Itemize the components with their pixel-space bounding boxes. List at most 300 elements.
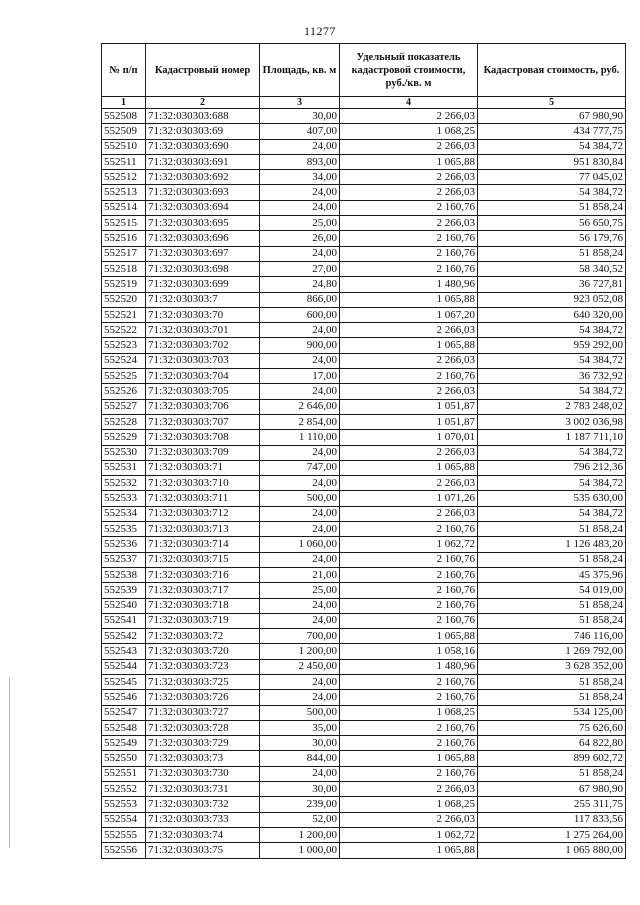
column-number: 5 — [478, 97, 626, 109]
cell-row-number: 552519 — [102, 277, 146, 292]
cell-cadastral-cost: 1 065 880,00 — [478, 843, 626, 858]
column-number: 4 — [340, 97, 478, 109]
cell-row-number: 552530 — [102, 445, 146, 460]
table-row — [102, 751, 626, 766]
cell-area: 35,00 — [260, 720, 340, 735]
cell-unit-value: 1 062,72 — [340, 537, 478, 552]
cell-unit-value: 2 266,03 — [340, 353, 478, 368]
table-row — [102, 659, 626, 674]
cell-unit-value: 1 065,88 — [340, 751, 478, 766]
table-row — [102, 277, 626, 292]
table-row — [102, 154, 626, 169]
cell-row-number: 552527 — [102, 399, 146, 414]
header-cadastral-number: Кадастровый номер — [146, 44, 260, 97]
cell-cadastral-number: 71:32:030303:718 — [146, 598, 260, 613]
table-row — [102, 307, 626, 322]
cell-unit-value: 1 480,96 — [340, 277, 478, 292]
cell-row-number: 552534 — [102, 506, 146, 521]
cell-area: 27,00 — [260, 261, 340, 276]
cell-cadastral-cost: 796 212,36 — [478, 460, 626, 475]
cell-area: 700,00 — [260, 629, 340, 644]
header-cadastral-cost: Кадастровая стоимость, руб. — [478, 44, 626, 97]
cell-row-number: 552531 — [102, 460, 146, 475]
cell-unit-value: 2 266,03 — [340, 506, 478, 521]
cell-cadastral-cost: 51 858,24 — [478, 200, 626, 215]
cell-cadastral-number: 71:32:030303:732 — [146, 797, 260, 812]
cell-cadastral-number: 71:32:030303:696 — [146, 231, 260, 246]
cell-area: 24,00 — [260, 690, 340, 705]
cell-cadastral-number: 71:32:030303:70 — [146, 307, 260, 322]
cell-row-number: 552544 — [102, 659, 146, 674]
cell-area: 893,00 — [260, 154, 340, 169]
cell-area: 24,00 — [260, 598, 340, 613]
table-row — [102, 827, 626, 842]
cell-unit-value: 1 067,20 — [340, 307, 478, 322]
table-row — [102, 843, 626, 858]
cell-area: 21,00 — [260, 567, 340, 582]
table-row — [102, 261, 626, 276]
cell-cadastral-cost: 67 980,90 — [478, 109, 626, 124]
cell-row-number: 552549 — [102, 736, 146, 751]
cell-area: 17,00 — [260, 369, 340, 384]
cell-unit-value: 2 160,76 — [340, 766, 478, 781]
table-row — [102, 338, 626, 353]
cell-cadastral-number: 71:32:030303:701 — [146, 323, 260, 338]
table-body — [102, 109, 626, 859]
cell-cadastral-number: 71:32:030303:709 — [146, 445, 260, 460]
table-row — [102, 109, 626, 124]
table-row — [102, 720, 626, 735]
cell-cadastral-number: 71:32:030303:710 — [146, 476, 260, 491]
cell-row-number: 552518 — [102, 261, 146, 276]
cell-cadastral-number: 71:32:030303:726 — [146, 690, 260, 705]
cell-area: 1 060,00 — [260, 537, 340, 552]
cell-area: 25,00 — [260, 216, 340, 231]
cell-row-number: 552522 — [102, 323, 146, 338]
cell-unit-value: 2 266,03 — [340, 476, 478, 491]
table-row — [102, 491, 626, 506]
cell-row-number: 552553 — [102, 797, 146, 812]
cell-row-number: 552542 — [102, 629, 146, 644]
cell-cadastral-number: 71:32:030303:693 — [146, 185, 260, 200]
cell-cadastral-number: 71:32:030303:707 — [146, 414, 260, 429]
cell-cadastral-cost: 959 292,00 — [478, 338, 626, 353]
cell-cadastral-cost: 51 858,24 — [478, 674, 626, 689]
cell-area: 1 200,00 — [260, 827, 340, 842]
cell-row-number: 552524 — [102, 353, 146, 368]
cell-cadastral-number: 71:32:030303:702 — [146, 338, 260, 353]
table-row — [102, 231, 626, 246]
cell-cadastral-number: 71:32:030303:697 — [146, 246, 260, 261]
cell-cadastral-number: 71:32:030303:690 — [146, 139, 260, 154]
table-row — [102, 185, 626, 200]
cell-area: 24,80 — [260, 277, 340, 292]
table-row — [102, 384, 626, 399]
table-row — [102, 216, 626, 231]
cell-cadastral-number: 71:32:030303:713 — [146, 522, 260, 537]
cell-area: 24,00 — [260, 552, 340, 567]
margin-line — [9, 678, 10, 848]
cell-row-number: 552514 — [102, 200, 146, 215]
cell-unit-value: 2 266,03 — [340, 185, 478, 200]
header-area: Площадь, кв. м — [260, 44, 340, 97]
cell-unit-value: 2 160,76 — [340, 231, 478, 246]
table-row — [102, 567, 626, 582]
table-row — [102, 797, 626, 812]
cell-unit-value: 2 266,03 — [340, 384, 478, 399]
cell-unit-value: 1 068,25 — [340, 124, 478, 139]
cell-unit-value: 2 160,76 — [340, 522, 478, 537]
cell-cadastral-number: 71:32:030303:688 — [146, 109, 260, 124]
cell-area: 747,00 — [260, 460, 340, 475]
header-unit-value: Удельный показатель кадастровой стоимости, руб./кв. м — [340, 44, 478, 97]
cell-row-number: 552533 — [102, 491, 146, 506]
table-row — [102, 613, 626, 628]
cell-unit-value: 2 160,76 — [340, 674, 478, 689]
cell-cadastral-number: 71:32:030303:699 — [146, 277, 260, 292]
table-row — [102, 292, 626, 307]
cell-unit-value: 1 068,25 — [340, 797, 478, 812]
cell-cadastral-number: 71:32:030303:715 — [146, 552, 260, 567]
table-row — [102, 583, 626, 598]
cell-cadastral-cost: 1 126 483,20 — [478, 537, 626, 552]
table-row — [102, 598, 626, 613]
cell-cadastral-cost: 54 384,72 — [478, 445, 626, 460]
cell-row-number: 552539 — [102, 583, 146, 598]
column-number: 2 — [146, 97, 260, 109]
cell-unit-value: 1 071,26 — [340, 491, 478, 506]
cell-unit-value: 1 051,87 — [340, 414, 478, 429]
table-row — [102, 522, 626, 537]
cell-unit-value: 1 058,16 — [340, 644, 478, 659]
table-row — [102, 629, 626, 644]
cell-cadastral-number: 71:32:030303:729 — [146, 736, 260, 751]
cell-area: 24,00 — [260, 185, 340, 200]
cell-unit-value: 2 160,76 — [340, 369, 478, 384]
cell-cadastral-cost: 54 384,72 — [478, 384, 626, 399]
cell-cadastral-cost: 255 311,75 — [478, 797, 626, 812]
cell-row-number: 552513 — [102, 185, 146, 200]
column-number: 1 — [102, 97, 146, 109]
cell-unit-value: 2 266,03 — [340, 323, 478, 338]
table-row — [102, 476, 626, 491]
cell-area: 24,00 — [260, 246, 340, 261]
cell-cadastral-cost: 56 650,75 — [478, 216, 626, 231]
cell-unit-value: 1 051,87 — [340, 399, 478, 414]
cell-row-number: 552517 — [102, 246, 146, 261]
cell-cadastral-number: 71:32:030303:708 — [146, 430, 260, 445]
table-row — [102, 552, 626, 567]
cell-row-number: 552532 — [102, 476, 146, 491]
cell-unit-value: 2 160,76 — [340, 261, 478, 276]
cell-cadastral-cost: 899 602,72 — [478, 751, 626, 766]
cell-area: 24,00 — [260, 200, 340, 215]
cell-area: 52,00 — [260, 812, 340, 827]
cell-cadastral-number: 71:32:030303:706 — [146, 399, 260, 414]
cell-unit-value: 2 160,76 — [340, 613, 478, 628]
cell-row-number: 552509 — [102, 124, 146, 139]
cell-unit-value: 2 160,76 — [340, 200, 478, 215]
table-header — [102, 44, 626, 109]
cell-row-number: 552551 — [102, 766, 146, 781]
cell-unit-value: 2 160,76 — [340, 736, 478, 751]
table-row — [102, 506, 626, 521]
cell-area: 24,00 — [260, 323, 340, 338]
header-row — [102, 44, 626, 97]
cell-unit-value: 1 065,88 — [340, 843, 478, 858]
cell-row-number: 552547 — [102, 705, 146, 720]
cell-cadastral-cost: 534 125,00 — [478, 705, 626, 720]
cell-area: 600,00 — [260, 307, 340, 322]
table-row — [102, 170, 626, 185]
cell-unit-value: 2 160,76 — [340, 598, 478, 613]
cell-cadastral-cost: 51 858,24 — [478, 613, 626, 628]
cell-area: 24,00 — [260, 522, 340, 537]
cell-cadastral-cost: 56 179,76 — [478, 231, 626, 246]
cell-cadastral-number: 71:32:030303:691 — [146, 154, 260, 169]
cell-cadastral-cost: 54 384,72 — [478, 323, 626, 338]
table-row — [102, 369, 626, 384]
cell-cadastral-number: 71:32:030303:717 — [146, 583, 260, 598]
cell-cadastral-number: 71:32:030303:716 — [146, 567, 260, 582]
cell-cadastral-number: 71:32:030303:695 — [146, 216, 260, 231]
cell-area: 30,00 — [260, 109, 340, 124]
cell-unit-value: 2 160,76 — [340, 690, 478, 705]
cell-area: 1 110,00 — [260, 430, 340, 445]
cell-cadastral-cost: 434 777,75 — [478, 124, 626, 139]
cell-row-number: 552538 — [102, 567, 146, 582]
cell-row-number: 552525 — [102, 369, 146, 384]
cell-row-number: 552535 — [102, 522, 146, 537]
cell-cadastral-number: 71:32:030303:711 — [146, 491, 260, 506]
cell-cadastral-number: 71:32:030303:71 — [146, 460, 260, 475]
cell-cadastral-number: 71:32:030303:69 — [146, 124, 260, 139]
cell-cadastral-cost: 3 002 036,98 — [478, 414, 626, 429]
cell-row-number: 552536 — [102, 537, 146, 552]
table-row — [102, 399, 626, 414]
cell-area: 30,00 — [260, 782, 340, 797]
cell-cadastral-number: 71:32:030303:712 — [146, 506, 260, 521]
cell-cadastral-cost: 45 375,96 — [478, 567, 626, 582]
cell-row-number: 552523 — [102, 338, 146, 353]
cell-cadastral-cost: 951 830,84 — [478, 154, 626, 169]
cell-area: 24,00 — [260, 476, 340, 491]
cell-area: 34,00 — [260, 170, 340, 185]
cell-row-number: 552550 — [102, 751, 146, 766]
cell-cadastral-cost: 1 269 792,00 — [478, 644, 626, 659]
cell-unit-value: 1 068,25 — [340, 705, 478, 720]
cell-row-number: 552526 — [102, 384, 146, 399]
cell-row-number: 552556 — [102, 843, 146, 858]
cell-cadastral-cost: 64 822,80 — [478, 736, 626, 751]
cell-cadastral-number: 71:32:030303:733 — [146, 812, 260, 827]
cell-area: 24,00 — [260, 613, 340, 628]
header-row-number: № п/п — [102, 44, 146, 97]
cell-row-number: 552529 — [102, 430, 146, 445]
cell-cadastral-cost: 36 727,81 — [478, 277, 626, 292]
cell-unit-value: 1 065,88 — [340, 292, 478, 307]
cell-row-number: 552543 — [102, 644, 146, 659]
cell-unit-value: 1 480,96 — [340, 659, 478, 674]
table-row — [102, 782, 626, 797]
cell-cadastral-number: 71:32:030303:694 — [146, 200, 260, 215]
cell-area: 25,00 — [260, 583, 340, 598]
cell-unit-value: 1 065,88 — [340, 460, 478, 475]
cell-unit-value: 2 266,03 — [340, 139, 478, 154]
cell-area: 1 200,00 — [260, 644, 340, 659]
cell-cadastral-number: 71:32:030303:723 — [146, 659, 260, 674]
cell-row-number: 552528 — [102, 414, 146, 429]
table-row — [102, 246, 626, 261]
table-row — [102, 766, 626, 781]
cell-cadastral-number: 71:32:030303:703 — [146, 353, 260, 368]
cell-cadastral-number: 71:32:030303:72 — [146, 629, 260, 644]
cell-unit-value: 1 065,88 — [340, 154, 478, 169]
cell-cadastral-number: 71:32:030303:698 — [146, 261, 260, 276]
cell-cadastral-number: 71:32:030303:74 — [146, 827, 260, 842]
cell-area: 500,00 — [260, 705, 340, 720]
cell-cadastral-cost: 54 384,72 — [478, 139, 626, 154]
cell-unit-value: 2 266,03 — [340, 812, 478, 827]
table-row — [102, 323, 626, 338]
cell-area: 2 854,00 — [260, 414, 340, 429]
cell-cadastral-cost: 51 858,24 — [478, 766, 626, 781]
cell-row-number: 552512 — [102, 170, 146, 185]
cell-cadastral-number: 71:32:030303:720 — [146, 644, 260, 659]
table-row — [102, 690, 626, 705]
table-row — [102, 705, 626, 720]
cell-cadastral-cost: 2 783 248,02 — [478, 399, 626, 414]
cell-cadastral-cost: 54 019,00 — [478, 583, 626, 598]
table-row — [102, 812, 626, 827]
cell-area: 2 646,00 — [260, 399, 340, 414]
cell-unit-value: 2 160,76 — [340, 246, 478, 261]
table-row — [102, 460, 626, 475]
cell-area: 1 000,00 — [260, 843, 340, 858]
cell-cadastral-cost: 54 384,72 — [478, 353, 626, 368]
cell-cadastral-cost: 746 116,00 — [478, 629, 626, 644]
cell-row-number: 552521 — [102, 307, 146, 322]
cadastral-table — [101, 43, 626, 859]
cell-cadastral-cost: 67 980,90 — [478, 782, 626, 797]
cell-cadastral-cost: 58 340,52 — [478, 261, 626, 276]
cell-row-number: 552511 — [102, 154, 146, 169]
cell-cadastral-cost: 1 187 711,10 — [478, 430, 626, 445]
table-row — [102, 124, 626, 139]
cell-cadastral-number: 71:32:030303:75 — [146, 843, 260, 858]
cell-cadastral-cost: 75 626,60 — [478, 720, 626, 735]
table-row — [102, 353, 626, 368]
cell-area: 500,00 — [260, 491, 340, 506]
cell-row-number: 552546 — [102, 690, 146, 705]
cell-cadastral-number: 71:32:030303:73 — [146, 751, 260, 766]
cell-unit-value: 1 065,88 — [340, 338, 478, 353]
table-row — [102, 537, 626, 552]
page-number: 11277 — [303, 24, 337, 38]
cell-unit-value: 2 160,76 — [340, 552, 478, 567]
cell-unit-value: 2 266,03 — [340, 109, 478, 124]
cell-unit-value: 2 160,76 — [340, 567, 478, 582]
cell-row-number: 552516 — [102, 231, 146, 246]
cell-area: 866,00 — [260, 292, 340, 307]
cell-unit-value: 1 070,01 — [340, 430, 478, 445]
table-row — [102, 445, 626, 460]
cell-cadastral-cost: 51 858,24 — [478, 552, 626, 567]
cell-row-number: 552520 — [102, 292, 146, 307]
column-number: 3 — [260, 97, 340, 109]
cell-row-number: 552548 — [102, 720, 146, 735]
cell-area: 239,00 — [260, 797, 340, 812]
table-row — [102, 644, 626, 659]
cell-row-number: 552541 — [102, 613, 146, 628]
table-row — [102, 139, 626, 154]
cell-area: 24,00 — [260, 139, 340, 154]
cell-area: 407,00 — [260, 124, 340, 139]
cell-area: 24,00 — [260, 445, 340, 460]
cell-area: 26,00 — [260, 231, 340, 246]
cell-unit-value: 2 160,76 — [340, 583, 478, 598]
table-row — [102, 736, 626, 751]
cell-cadastral-number: 71:32:030303:714 — [146, 537, 260, 552]
cell-cadastral-cost: 3 628 352,00 — [478, 659, 626, 674]
cell-cadastral-number: 71:32:030303:7 — [146, 292, 260, 307]
cell-row-number: 552510 — [102, 139, 146, 154]
cell-area: 24,00 — [260, 766, 340, 781]
cell-cadastral-cost: 54 384,72 — [478, 476, 626, 491]
cell-cadastral-cost: 51 858,24 — [478, 522, 626, 537]
cell-cadastral-number: 71:32:030303:725 — [146, 674, 260, 689]
cell-row-number: 552537 — [102, 552, 146, 567]
cell-area: 2 450,00 — [260, 659, 340, 674]
cell-cadastral-cost: 36 732,92 — [478, 369, 626, 384]
cell-unit-value: 2 266,03 — [340, 445, 478, 460]
table-row — [102, 200, 626, 215]
cell-unit-value: 2 266,03 — [340, 170, 478, 185]
cell-unit-value: 2 266,03 — [340, 216, 478, 231]
cell-cadastral-cost: 51 858,24 — [478, 246, 626, 261]
cell-cadastral-number: 71:32:030303:719 — [146, 613, 260, 628]
table-row — [102, 430, 626, 445]
cell-cadastral-cost: 535 630,00 — [478, 491, 626, 506]
cell-cadastral-number: 71:32:030303:692 — [146, 170, 260, 185]
cell-cadastral-number: 71:32:030303:704 — [146, 369, 260, 384]
cell-row-number: 552555 — [102, 827, 146, 842]
cell-cadastral-cost: 77 045,02 — [478, 170, 626, 185]
cell-unit-value: 1 062,72 — [340, 827, 478, 842]
cell-row-number: 552545 — [102, 674, 146, 689]
cell-cadastral-cost: 117 833,56 — [478, 812, 626, 827]
cell-unit-value: 2 266,03 — [340, 782, 478, 797]
cell-area: 24,00 — [260, 674, 340, 689]
cell-row-number: 552552 — [102, 782, 146, 797]
table-row — [102, 674, 626, 689]
cell-row-number: 552508 — [102, 109, 146, 124]
cell-cadastral-number: 71:32:030303:727 — [146, 705, 260, 720]
cell-cadastral-number: 71:32:030303:731 — [146, 782, 260, 797]
cell-area: 30,00 — [260, 736, 340, 751]
cell-cadastral-number: 71:32:030303:705 — [146, 384, 260, 399]
cell-cadastral-cost: 640 320,00 — [478, 307, 626, 322]
column-number-row — [102, 97, 626, 109]
cell-unit-value: 1 065,88 — [340, 629, 478, 644]
cell-row-number: 552540 — [102, 598, 146, 613]
cell-cadastral-cost: 1 275 264,00 — [478, 827, 626, 842]
cell-unit-value: 2 160,76 — [340, 720, 478, 735]
cell-cadastral-cost: 923 052,08 — [478, 292, 626, 307]
cell-cadastral-number: 71:32:030303:728 — [146, 720, 260, 735]
cell-area: 24,00 — [260, 506, 340, 521]
cell-cadastral-number: 71:32:030303:730 — [146, 766, 260, 781]
